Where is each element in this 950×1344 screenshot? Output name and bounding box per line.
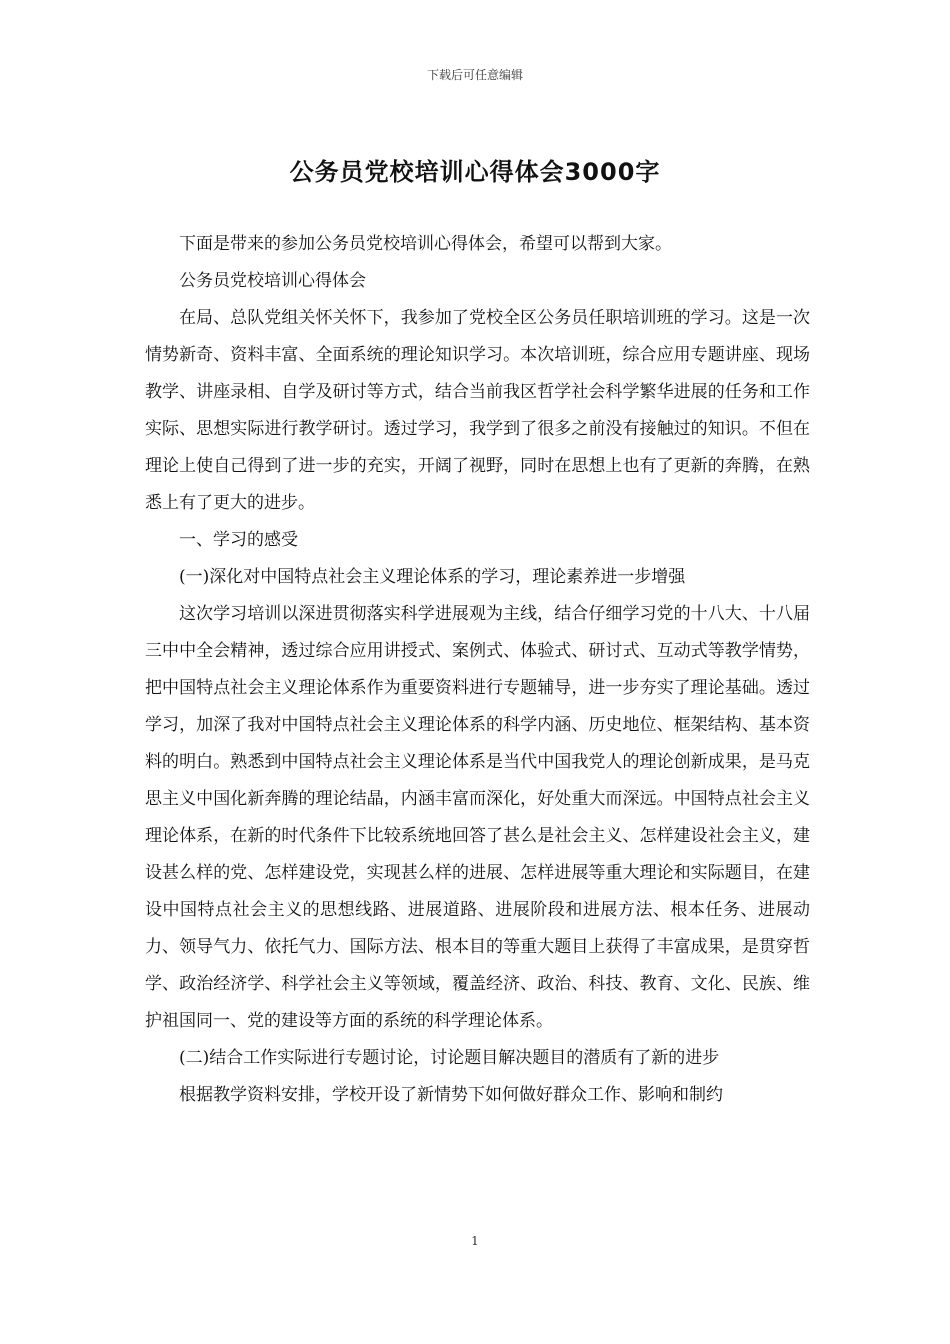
document-title: 公务员党校培训心得体会3000字 xyxy=(289,158,661,186)
paragraph-subtitle: 公务员党校培训心得体会 xyxy=(179,271,366,291)
section-heading: 一、学习的感受 xyxy=(179,530,298,550)
header-note: 下载后可任意编辑 xyxy=(426,68,523,82)
subsection-heading: (一)深化对中国特点社会主义理论体系的学习，理论素养进一步增强 xyxy=(179,567,686,587)
paragraph-body: 根据教学资料安排，学校开设了新情势下如何做好群众工作、影响和制约 xyxy=(179,1085,723,1105)
paragraph-body: 这次学习培训以深进贯彻落实科学进展观为主线，结合仔细学习党的十八大、十八届三中中全会精神，透过综合应用讲授式、案例式、体验式、研讨式、互动式等教学情势，把中国特点社会主义理论体系作为重要资料进行专题辅导，进一步夯实了理论基础。透过学习，加深了我对中国特点社会主义理论体系的科学内涵、历史地位、框架结构、基本资料的明白。熟悉到中国特点社会主义理论体系是当代中国我党人的理论创新成果，是马克思主义中国化新奔腾的理论结晶，内涵丰富而深化，好处重大而深远。中国特点社会主义理论体系，在新的时代条件下比较系统地回答了甚么是社会主义、怎样建设社会主义，建设甚么样的党、怎样建设党，实现甚么样的进展、怎样进展等重大理论和实际题目，在建设中国特点社会主义的思想线路、进展道路、进展阶段和进展方法、根本任务、进展动力、领导气力、依托气力、国际方法、根本目的等重大题目上获得了丰富成果，是贯穿哲学、政治经济学、科学社会主义等领域，覆盖经济、政治、科技、教育、文化、民族、维护祖国同一、党的建设等方面的系统的科学理论体系。 xyxy=(145,604,810,1031)
paragraph-body: 在局、总队党组关怀关怀下，我参加了党校全区公务员任职培训班的学习。这是一次情势新奇、资料丰富、全面系统的理论知识学习。本次培训班，综合应用专题讲座、现场教学、讲座录相、自学及研讨等方式，结合当前我区哲学社会科学繁华进展的任务和工作实际、思想实际进行教学研讨。透过学习，我学到了很多之前没有接触过的知识。不但在理论上使自己得到了进一步的充实，开阔了视野，同时在思想上也有了更新的奔腾，在熟悉上有了更大的进步。 xyxy=(145,308,810,513)
subsection-heading: (二)结合工作实际进行专题讨论，讨论题目解决题目的潜质有了新的进步 xyxy=(179,1048,720,1068)
page-number: 1 xyxy=(471,1234,479,1248)
document-body xyxy=(145,226,810,1114)
paragraph-intro: 下面是带来的参加公务员党校培训心得体会，希望可以帮到大家。 xyxy=(179,234,672,254)
